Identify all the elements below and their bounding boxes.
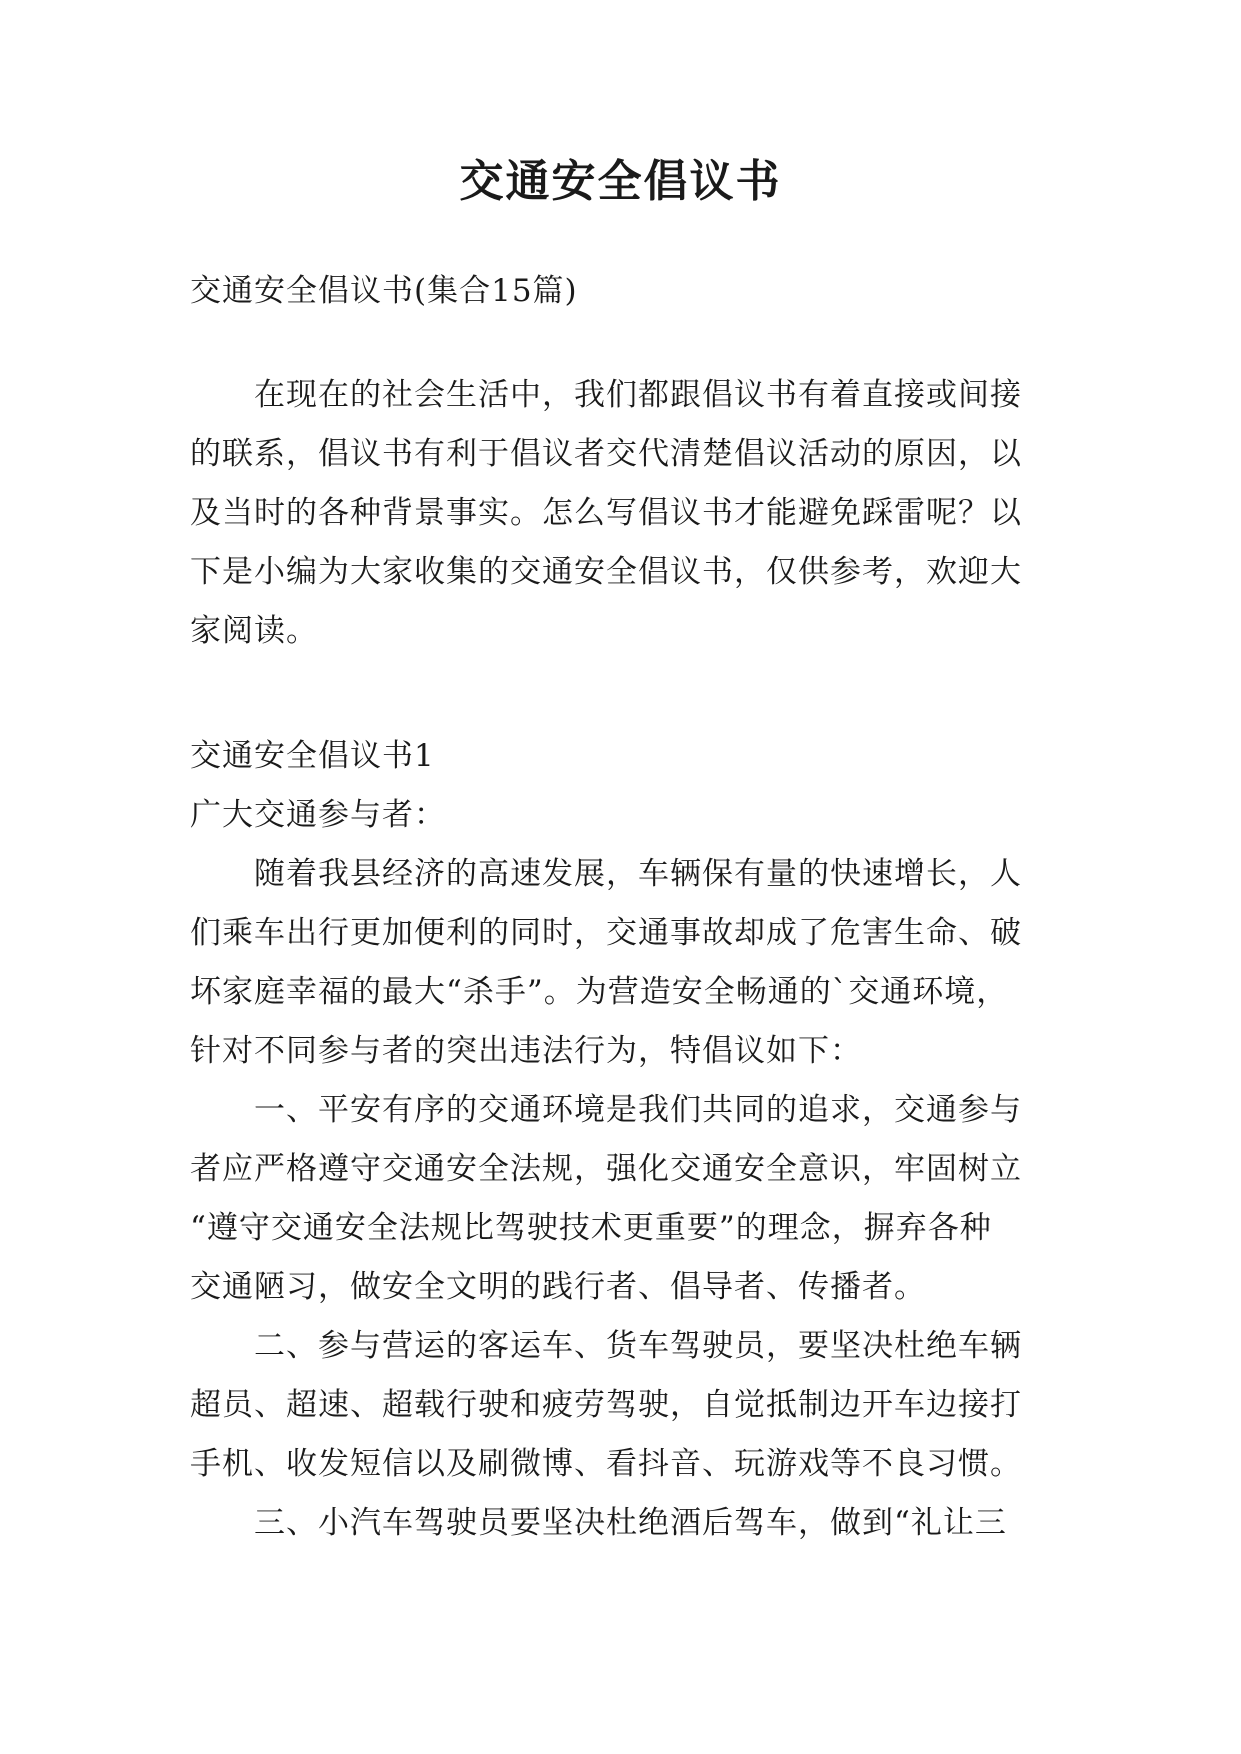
body-line: 坏家庭幸福的最大“杀手”。为营造安全畅通的`交通环境， bbox=[190, 974, 1009, 1010]
body-line: 们乘车出行更加便利的同时，交通事故却成了危害生命、破 bbox=[190, 915, 1022, 951]
body-line: 交通陋习，做安全文明的践行者、倡导者、传播者。 bbox=[190, 1269, 926, 1305]
body-line: 者应严格遵守交通安全法规，强化交通安全意识，牢固树立 bbox=[190, 1151, 1022, 1187]
spacer bbox=[190, 661, 1060, 727]
body-line: 手机、收发短信以及刷微博、看抖音、玩游戏等不良习惯。 bbox=[190, 1446, 1022, 1482]
intro-paragraph bbox=[190, 366, 1060, 661]
body-line: 一、平安有序的交通环境是我们共同的追求，交通参与 bbox=[190, 1092, 1022, 1128]
body-line: 针对不同参与者的突出违法行为，特倡议如下： bbox=[190, 1033, 862, 1069]
salutation: 广大交通参与者： bbox=[190, 797, 446, 833]
document-body bbox=[190, 262, 1060, 1553]
intro-line: 下是小编为大家收集的交通安全倡议书，仅供参考，欢迎大 bbox=[190, 554, 1022, 590]
body-paragraphs bbox=[190, 845, 1060, 1553]
intro-line: 及当时的各种背景事实。怎么写倡议书才能避免踩雷呢？以 bbox=[190, 495, 1022, 531]
body-line: 三、小汽车驾驶员要坚决杜绝酒后驾车，做到“礼让三 bbox=[190, 1505, 1007, 1541]
document-title: 交通安全倡议书 bbox=[459, 156, 782, 207]
body-line: 随着我县经济的高速发展，车辆保有量的快速增长，人 bbox=[190, 856, 1022, 892]
document-subtitle: 交通安全倡议书(集合15篇) bbox=[190, 273, 578, 309]
intro-line: 在现在的社会生活中，我们都跟倡议书有着直接或间接 bbox=[190, 377, 1022, 413]
body-line: 超员、超速、超载行驶和疲劳驾驶，自觉抵制边开车边接打 bbox=[190, 1387, 1022, 1423]
section-heading: 交通安全倡议书1 bbox=[190, 738, 435, 774]
spacer bbox=[190, 321, 1060, 366]
body-line: 二、参与营运的客运车、货车驾驶员，要坚决杜绝车辆 bbox=[190, 1328, 1022, 1364]
intro-line: 家阅读。 bbox=[190, 613, 318, 649]
body-line: “遵守交通安全法规比驾驶技术更重要”的理念，摒弃各种 bbox=[190, 1210, 992, 1246]
intro-line: 的联系，倡议书有利于倡议者交代清楚倡议活动的原因，以 bbox=[190, 436, 1022, 472]
